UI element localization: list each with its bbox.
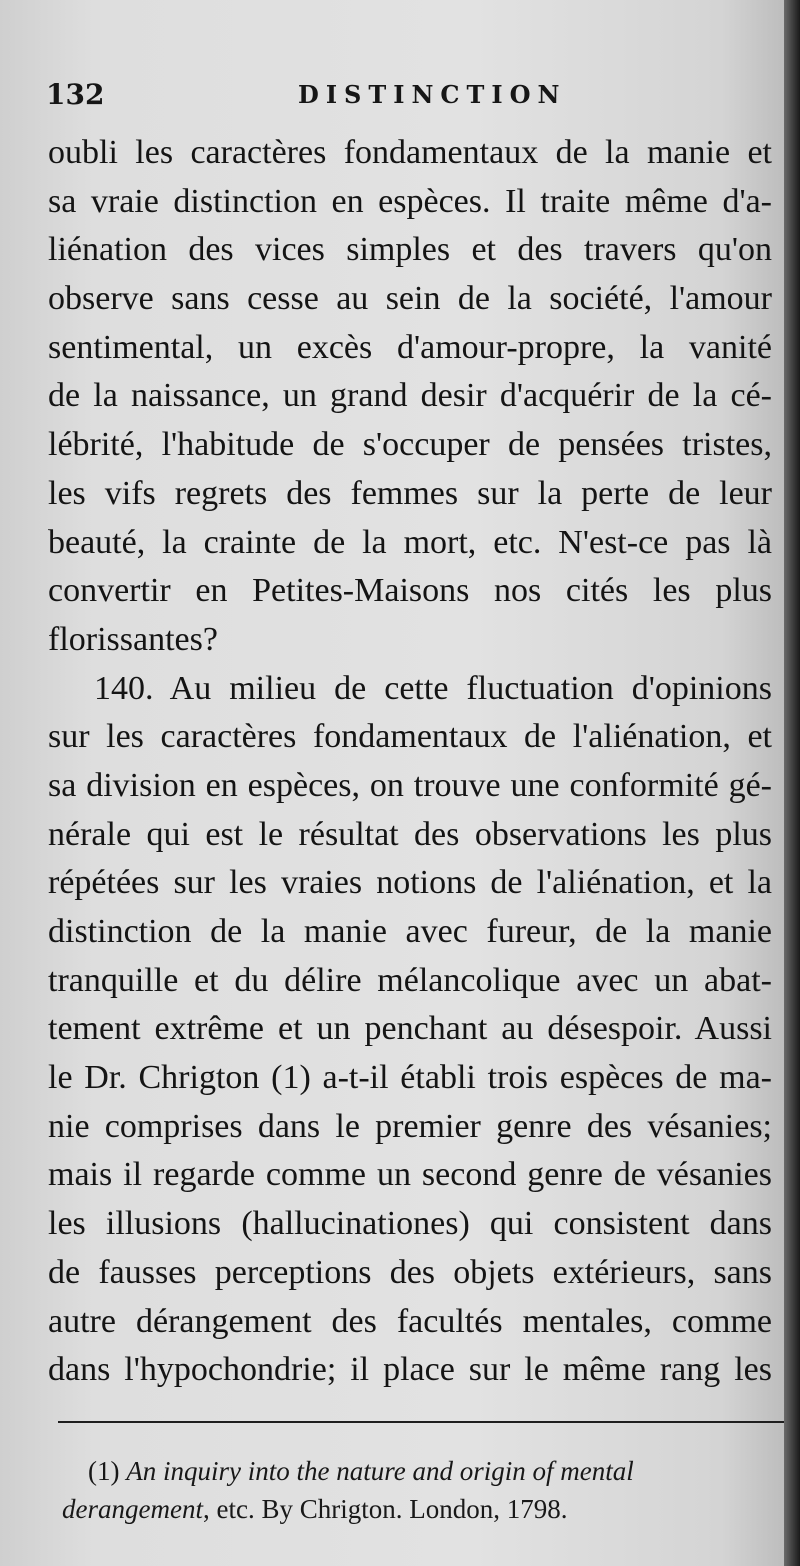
body-text [48, 129, 772, 1395]
text-line: florissantes? [48, 620, 218, 658]
paragraph-start-line: 140. Au milieu de cette fluctuation d'opinions [94, 669, 772, 707]
text-line: sentimental, un excès d'amour-propre, la vanité [48, 328, 772, 366]
footnote-marker: (1) [88, 1456, 120, 1486]
text-line: les vifs regrets des femmes sur la perte de leur [48, 474, 772, 512]
footnote-line [62, 1452, 782, 1490]
footnote-citation: , etc. By Chrigton. London, 1798. [202, 1494, 568, 1524]
text-line: de la naissance, un grand desir d'acquérir de la cé- [48, 377, 772, 415]
text-line: de fausses perceptions des objets extérieurs, sans [48, 1253, 772, 1291]
text-line: convertir en Petites-Maisons nos cités les plus [48, 572, 772, 610]
text-line: observe sans cesse au sein de la société, l'amour [48, 280, 772, 318]
text-line: lébrité, l'habitude de s'occuper de pensées tristes, [48, 426, 772, 464]
text-line: mais il regarde comme un second genre de vésanies [48, 1156, 772, 1194]
page-edge-shadow [784, 0, 800, 1566]
text-line: répétées sur les vraies notions de l'aliénation, et la [48, 864, 772, 902]
text-line: dans l'hypochondrie; il place sur le même rang les [48, 1351, 772, 1389]
text-line: sa vraie distinction en espèces. Il traite même d'a- [48, 182, 772, 220]
text-line: tement extrême et un penchant au désespoir. Aussi [48, 1010, 772, 1048]
footnote-rule [58, 1421, 784, 1423]
text-line: sa division en espèces, on trouve une conformité gé- [48, 766, 772, 804]
text-line: tranquille et du délire mélancolique avec un abat- [48, 961, 772, 999]
text-line: liénation des vices simples et des travers qu'on [48, 231, 772, 269]
text-line: beauté, la crainte de la mort, etc. N'est-ce pas là [48, 523, 772, 561]
page-number: 132 [46, 78, 105, 111]
footnote-line [62, 1490, 782, 1528]
text-line: nie comprises dans le premier genre des vésanies; [48, 1107, 772, 1145]
running-head: DISTINCTION [298, 80, 567, 109]
footnote-title-continued: derangement [62, 1494, 203, 1524]
text-line: nérale qui est le résultat des observations les plus [48, 815, 772, 853]
text-line: distinction de la manie avec fureur, de la manie [48, 913, 772, 950]
text-line: le Dr. Chrigton (1) a-t-il établi trois espèces de ma- [48, 1059, 772, 1097]
text-line: oubli les caractères fondamentaux de la manie et [48, 134, 772, 171]
footnote-title: An inquiry into the nature and origin of mental [126, 1456, 634, 1486]
footnote [62, 1452, 782, 1528]
text-line: autre dérangement des facultés mentales, comme [48, 1302, 772, 1340]
text-line: les illusions (hallucinationes) qui consistent dans [48, 1205, 772, 1243]
page-header [46, 78, 766, 118]
text-line: sur les caractères fondamentaux de l'aliénation, et [48, 718, 772, 756]
